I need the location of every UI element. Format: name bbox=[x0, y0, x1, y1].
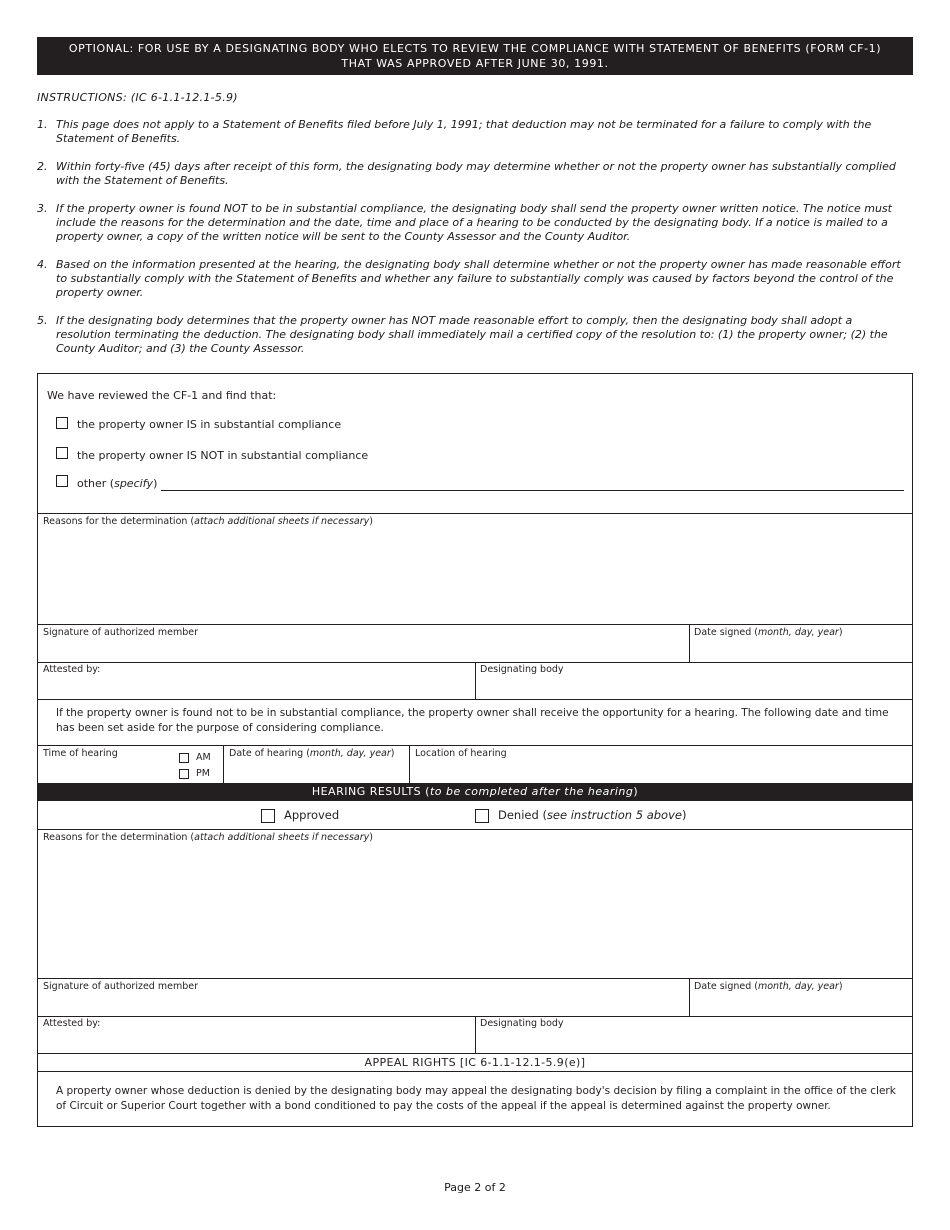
hearing-notice: If the property owner is found not to be in substantial compliance, the property owner shall receive the opportunity for a hearing. The following date and time has been set aside for the purpose of considering compliance. bbox=[56, 707, 889, 734]
date-signed-label-2: Date signed (month, day, year) bbox=[694, 981, 843, 992]
designating-body-label-2: Designating body bbox=[480, 1018, 564, 1029]
date-signed-label-1: Date signed (month, day, year) bbox=[694, 627, 843, 638]
attested-label-2: Attested by: bbox=[43, 1018, 101, 1029]
other-close-text: ) bbox=[153, 477, 158, 490]
pm-label: PM bbox=[196, 768, 210, 779]
divider bbox=[37, 829, 913, 830]
instruction-number: 2. bbox=[37, 160, 48, 173]
am-label: AM bbox=[196, 752, 211, 763]
hearing-results-header: HEARING RESULTS (to be completed after the hearing) bbox=[37, 783, 913, 801]
form-header-line2: THAT WAS APPROVED AFTER JUNE 30, 1991. bbox=[341, 57, 609, 70]
form-header bbox=[37, 37, 913, 75]
reasons-label-1: Reasons for the determination (attach additional sheets if necessary) bbox=[43, 516, 373, 527]
divider bbox=[37, 1053, 913, 1054]
instructions-title: INSTRUCTIONS: (IC 6-1.1-12.1-5.9) bbox=[37, 91, 238, 104]
signature-label-1: Signature of authorized member bbox=[43, 627, 198, 638]
approved-checkbox[interactable] bbox=[261, 809, 275, 823]
instruction-number: 1. bbox=[37, 118, 48, 131]
compliance-is-checkbox[interactable] bbox=[56, 417, 68, 429]
divider bbox=[37, 513, 913, 514]
instruction-text: Within forty-five (45) days after receipt of this form, the designating body may determine whether or not the property owner has substantially complied with the Statement of Benefits. bbox=[56, 160, 896, 187]
denied-label: Denied (see instruction 5 above) bbox=[498, 808, 687, 822]
divider bbox=[37, 978, 913, 979]
other-label-text: other ( bbox=[77, 477, 115, 490]
divider bbox=[37, 624, 913, 625]
compliance-other-label bbox=[77, 476, 157, 491]
instruction-number: 4. bbox=[37, 258, 48, 271]
denied-checkbox[interactable] bbox=[475, 809, 489, 823]
approved-label: Approved bbox=[284, 808, 340, 822]
appeal-rights-text: A property owner whose deduction is denied by the designating body may appeal the designating body's decision by filing a complaint in the office of the clerk of Circuit or Superior Court together with a bond conditioned to pay the costs of the appeal if the appeal is determined against the property owner. bbox=[56, 1085, 896, 1112]
compliance-other-checkbox[interactable] bbox=[56, 475, 68, 487]
compliance-is-not-label: the property owner IS NOT in substantial compliance bbox=[77, 449, 369, 462]
divider bbox=[37, 1071, 913, 1072]
column-divider bbox=[409, 745, 410, 783]
compliance-is-not-checkbox[interactable] bbox=[56, 447, 68, 459]
appeal-rights-title: APPEAL RIGHTS [IC 6-1.1-12.1-5.9(e)] bbox=[364, 1056, 586, 1069]
pm-checkbox[interactable] bbox=[179, 769, 189, 779]
page-number: Page 2 of 2 bbox=[444, 1181, 506, 1194]
instruction-text: Based on the information presented at the hearing, the designating body shall determine whether or not the property owner has made reasonable effort to substantially comply with the Statement of Benefits and whether any failure to substantially comply was caused by factors beyond the control of the property owner. bbox=[56, 258, 901, 299]
column-divider bbox=[689, 624, 690, 662]
am-checkbox[interactable] bbox=[179, 753, 189, 763]
reasons-label-2: Reasons for the determination (attach additional sheets if necessary) bbox=[43, 832, 373, 843]
attested-label-1: Attested by: bbox=[43, 664, 101, 675]
divider bbox=[37, 745, 913, 746]
other-specify-line[interactable] bbox=[161, 490, 904, 491]
column-divider bbox=[475, 662, 476, 699]
review-intro: We have reviewed the CF-1 and find that: bbox=[47, 389, 277, 402]
instruction-number: 3. bbox=[37, 202, 48, 215]
compliance-is-label: the property owner IS in substantial compliance bbox=[77, 418, 342, 431]
other-specify-text: specify bbox=[114, 477, 154, 490]
location-of-hearing-label: Location of hearing bbox=[415, 748, 507, 759]
form-header-line1: OPTIONAL: FOR USE BY A DESIGNATING BODY WHO ELECTS TO REVIEW THE COMPLIANCE WITH STATEMENT OF BENEFITS (FORM CF-1) bbox=[68, 42, 882, 55]
instruction-text: If the designating body determines that the property owner has NOT made reasonable effort to comply, then the designating body shall adopt a resolution terminating the deduction. The designating body shall immediately mail a certified copy of the resolution to: (1) the property owner; (2) the County Auditor; and (3) the County Assessor. bbox=[56, 314, 888, 355]
time-of-hearing-label: Time of hearing bbox=[43, 748, 118, 759]
instruction-text: If the property owner is found NOT to be in substantial compliance, the designating body shall send the property owner written notice. The notice must include the reasons for the determination and the date, time and place of a hearing to be conducted by the designating body. If a notice is mailed to a property owner, a copy of the written notice will be sent to the County Assessor and the County Auditor. bbox=[56, 202, 892, 243]
date-of-hearing-label: Date of hearing (month, day, year) bbox=[229, 748, 395, 759]
column-divider bbox=[223, 745, 224, 783]
instruction-number: 5. bbox=[37, 314, 48, 327]
designating-body-label-1: Designating body bbox=[480, 664, 564, 675]
column-divider bbox=[475, 1016, 476, 1053]
column-divider bbox=[689, 978, 690, 1016]
divider bbox=[37, 699, 913, 700]
instruction-text: This page does not apply to a Statement of Benefits filed before July 1, 1991; that deduction may not be terminated for a failure to comply with the Statement of Benefits. bbox=[56, 118, 872, 145]
signature-label-2: Signature of authorized member bbox=[43, 981, 198, 992]
